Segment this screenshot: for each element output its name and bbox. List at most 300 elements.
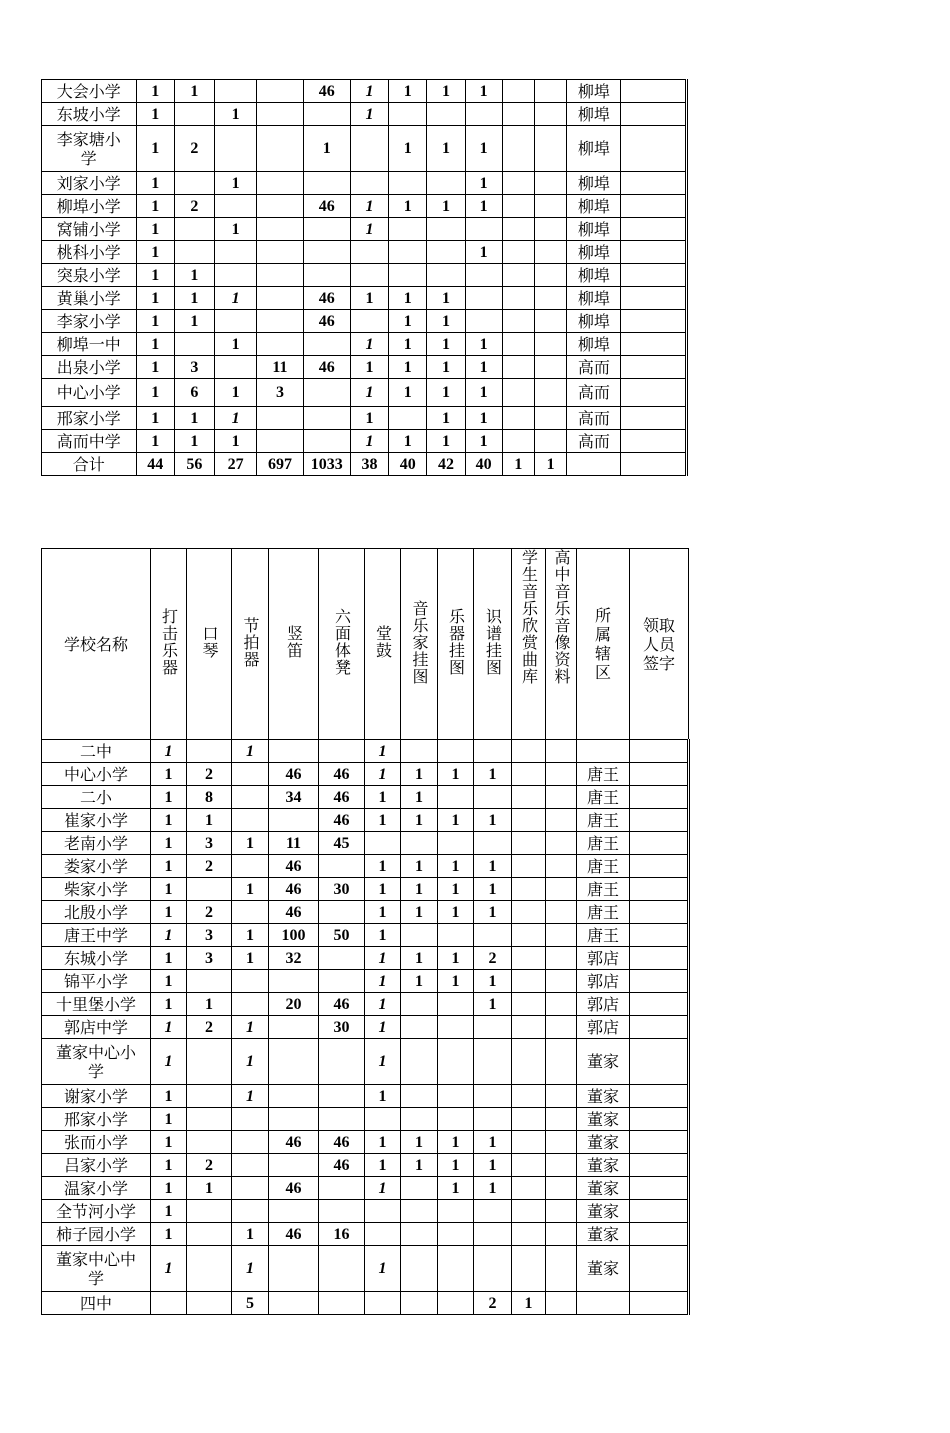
signature-cell: [621, 430, 687, 453]
value-cell: 1: [427, 333, 465, 356]
school-name-cell: 锦平小学: [42, 970, 151, 993]
value-cell: [534, 430, 566, 453]
value-cell: 1: [350, 287, 388, 310]
value-cell: [401, 993, 438, 1016]
value-cell: [401, 1200, 438, 1223]
value-cell: [502, 407, 534, 430]
school-name-cell: 李家小学: [42, 310, 137, 333]
value-cell: [546, 901, 577, 924]
value-cell: [187, 1246, 232, 1292]
district-cell: 董家: [577, 1223, 630, 1246]
header-school-name: 学校名称: [42, 549, 151, 740]
district-cell: 柳埠: [567, 103, 621, 126]
header-metronome: 节拍器: [232, 549, 269, 740]
value-cell: [215, 126, 257, 172]
table-row: [42, 333, 687, 356]
value-cell: [465, 218, 502, 241]
value-cell: [215, 264, 257, 287]
value-cell: 1: [365, 901, 401, 924]
value-cell: [546, 1131, 577, 1154]
value-cell: 1: [365, 740, 401, 763]
signature-cell: [630, 1292, 689, 1315]
value-cell: 1: [187, 993, 232, 1016]
value-cell: [319, 1085, 365, 1108]
value-cell: [401, 1039, 438, 1085]
district-cell: 唐王: [577, 763, 630, 786]
value-cell: [502, 103, 534, 126]
signature-cell: [621, 126, 687, 172]
signature-cell: [630, 993, 689, 1016]
value-cell: 1: [427, 287, 465, 310]
signature-cell: [621, 333, 687, 356]
value-cell: 1: [427, 430, 465, 453]
table-row: [42, 241, 687, 264]
value-cell: [257, 310, 303, 333]
value-cell: [512, 970, 546, 993]
value-cell: 46: [319, 993, 365, 1016]
value-cell: 1: [174, 287, 214, 310]
value-cell: [546, 809, 577, 832]
value-cell: 1: [365, 970, 401, 993]
value-cell: [502, 356, 534, 379]
value-cell: [502, 264, 534, 287]
value-cell: 1: [174, 264, 214, 287]
signature-cell: [630, 1177, 689, 1200]
table-row: [42, 1292, 689, 1315]
value-cell: 1: [401, 809, 438, 832]
value-cell: [303, 379, 350, 407]
value-cell: [512, 924, 546, 947]
value-cell: [502, 172, 534, 195]
school-name-cell: 董家中心中学: [42, 1246, 151, 1292]
value-cell: 2: [187, 901, 232, 924]
table2-body: [42, 740, 689, 1315]
table2-header-row: [42, 549, 689, 740]
value-cell: 1: [474, 1154, 512, 1177]
value-cell: [438, 1223, 474, 1246]
value-cell: [257, 195, 303, 218]
table-row: [42, 1246, 689, 1292]
value-cell: 1: [350, 430, 388, 453]
value-cell: 1: [474, 763, 512, 786]
value-cell: 1: [465, 126, 502, 172]
value-cell: 2: [187, 763, 232, 786]
value-cell: 46: [303, 195, 350, 218]
value-cell: 1: [465, 80, 502, 103]
school-name-cell: 老南小学: [42, 832, 151, 855]
value-cell: [534, 241, 566, 264]
value-cell: 1: [438, 878, 474, 901]
value-cell: [512, 1085, 546, 1108]
value-cell: 1: [427, 80, 465, 103]
value-cell: [512, 1154, 546, 1177]
district-cell: 柳埠: [567, 195, 621, 218]
table-row: [42, 218, 687, 241]
value-cell: [401, 740, 438, 763]
value-cell: [174, 103, 214, 126]
value-cell: [174, 241, 214, 264]
value-cell: [546, 1223, 577, 1246]
value-cell: 46: [269, 763, 319, 786]
value-cell: 1: [350, 356, 388, 379]
value-cell: [319, 901, 365, 924]
value-cell: 1: [151, 786, 187, 809]
value-cell: [187, 970, 232, 993]
value-cell: 46: [269, 901, 319, 924]
value-cell: 1: [151, 1246, 187, 1292]
value-cell: 1: [136, 172, 174, 195]
value-cell: [546, 786, 577, 809]
school-name-cell: 黄巢小学: [42, 287, 137, 310]
value-cell: [174, 333, 214, 356]
value-cell: [546, 763, 577, 786]
value-cell: 697: [257, 453, 303, 476]
value-cell: [350, 126, 388, 172]
value-cell: 1: [136, 287, 174, 310]
value-cell: 1: [365, 1246, 401, 1292]
value-cell: [401, 1177, 438, 1200]
signature-cell: [630, 1200, 689, 1223]
school-name-cell: 娄家小学: [42, 855, 151, 878]
value-cell: [232, 855, 269, 878]
school-name-cell: 十里堡小学: [42, 993, 151, 1016]
signature-cell: [630, 1085, 689, 1108]
value-cell: [269, 1292, 319, 1315]
table-row: [42, 264, 687, 287]
value-cell: 1: [215, 430, 257, 453]
value-cell: [546, 1246, 577, 1292]
value-cell: [427, 241, 465, 264]
value-cell: [303, 172, 350, 195]
value-cell: [502, 126, 534, 172]
district-cell: [577, 1292, 630, 1315]
value-cell: [474, 1223, 512, 1246]
district-cell: 唐王: [577, 855, 630, 878]
equipment-table-part2: [41, 548, 690, 1315]
value-cell: 46: [269, 1177, 319, 1200]
value-cell: [319, 1177, 365, 1200]
value-cell: [546, 993, 577, 1016]
school-name-cell: 董家中心小学: [42, 1039, 151, 1085]
value-cell: [174, 218, 214, 241]
value-cell: [174, 172, 214, 195]
school-name-cell: 郭店中学: [42, 1016, 151, 1039]
value-cell: [438, 924, 474, 947]
value-cell: 1: [474, 809, 512, 832]
value-cell: 1: [232, 1085, 269, 1108]
value-cell: [502, 333, 534, 356]
value-cell: [502, 379, 534, 407]
value-cell: [350, 241, 388, 264]
equipment-table-part1: [41, 79, 688, 476]
table-row: [42, 1223, 689, 1246]
district-cell: 郭店: [577, 993, 630, 1016]
value-cell: [465, 103, 502, 126]
school-name-cell: 唐王中学: [42, 924, 151, 947]
value-cell: 1: [438, 1154, 474, 1177]
value-cell: [438, 832, 474, 855]
value-cell: 2: [187, 1016, 232, 1039]
value-cell: 1: [136, 333, 174, 356]
value-cell: 1: [365, 1154, 401, 1177]
value-cell: 2: [187, 855, 232, 878]
value-cell: 1: [151, 855, 187, 878]
value-cell: [319, 1108, 365, 1131]
value-cell: [534, 310, 566, 333]
value-cell: 3: [187, 924, 232, 947]
school-name-cell: 窝铺小学: [42, 218, 137, 241]
school-name-cell: 吕家小学: [42, 1154, 151, 1177]
value-cell: [389, 172, 427, 195]
school-name-cell: 柿子园小学: [42, 1223, 151, 1246]
value-cell: 1: [438, 970, 474, 993]
value-cell: 1: [465, 407, 502, 430]
value-cell: 1: [474, 878, 512, 901]
value-cell: 32: [269, 947, 319, 970]
value-cell: 1: [401, 901, 438, 924]
value-cell: 1: [215, 103, 257, 126]
value-cell: 1: [350, 103, 388, 126]
signature-cell: [630, 970, 689, 993]
value-cell: [389, 218, 427, 241]
value-cell: 2: [174, 126, 214, 172]
value-cell: 1: [151, 1223, 187, 1246]
value-cell: [215, 310, 257, 333]
value-cell: [512, 740, 546, 763]
value-cell: 1: [174, 407, 214, 430]
value-cell: 1: [187, 1177, 232, 1200]
signature-cell: [630, 1108, 689, 1131]
district-cell: 柳埠: [567, 310, 621, 333]
value-cell: [319, 1200, 365, 1223]
value-cell: [303, 333, 350, 356]
value-cell: [187, 1131, 232, 1154]
value-cell: 1: [136, 430, 174, 453]
value-cell: [257, 126, 303, 172]
value-cell: [257, 287, 303, 310]
value-cell: 1: [365, 878, 401, 901]
value-cell: 1: [350, 333, 388, 356]
value-cell: 1: [438, 1131, 474, 1154]
value-cell: 11: [257, 356, 303, 379]
value-cell: [187, 740, 232, 763]
value-cell: [438, 1039, 474, 1085]
header-signature: 领取人员签字: [630, 549, 689, 740]
district-cell: 郭店: [577, 970, 630, 993]
value-cell: 1033: [303, 453, 350, 476]
value-cell: 1: [232, 740, 269, 763]
value-cell: 1: [215, 407, 257, 430]
header-district: 所属辖区: [577, 549, 630, 740]
value-cell: [534, 218, 566, 241]
value-cell: [257, 264, 303, 287]
value-cell: [438, 1292, 474, 1315]
value-cell: [365, 1200, 401, 1223]
header-highschool-media: 高中音乐音像资料: [546, 549, 577, 740]
table-row: [42, 1200, 689, 1223]
value-cell: 1: [465, 172, 502, 195]
value-cell: [303, 264, 350, 287]
value-cell: 1: [389, 287, 427, 310]
value-cell: [474, 1039, 512, 1085]
value-cell: 46: [303, 356, 350, 379]
school-name-cell: 出泉小学: [42, 356, 137, 379]
value-cell: [438, 1246, 474, 1292]
value-cell: [389, 103, 427, 126]
value-cell: [512, 993, 546, 1016]
district-cell: 董家: [577, 1177, 630, 1200]
value-cell: 1: [136, 379, 174, 407]
value-cell: 46: [319, 786, 365, 809]
school-name-cell: 中心小学: [42, 763, 151, 786]
table-row: [42, 1085, 689, 1108]
value-cell: [269, 1246, 319, 1292]
value-cell: 1: [474, 970, 512, 993]
table-row: [42, 103, 687, 126]
value-cell: [534, 103, 566, 126]
value-cell: 1: [350, 407, 388, 430]
value-cell: [319, 855, 365, 878]
value-cell: 1: [350, 80, 388, 103]
value-cell: 1: [465, 241, 502, 264]
value-cell: 1: [151, 901, 187, 924]
table-row: [42, 195, 687, 218]
value-cell: 100: [269, 924, 319, 947]
value-cell: [474, 786, 512, 809]
value-cell: [232, 1177, 269, 1200]
district-cell: 高而: [567, 430, 621, 453]
value-cell: 8: [187, 786, 232, 809]
value-cell: [512, 832, 546, 855]
value-cell: [502, 430, 534, 453]
signature-cell: [621, 264, 687, 287]
value-cell: 46: [303, 287, 350, 310]
school-name-cell: 柴家小学: [42, 878, 151, 901]
district-cell: 董家: [577, 1154, 630, 1177]
value-cell: [546, 1039, 577, 1085]
signature-cell: [630, 924, 689, 947]
value-cell: 1: [151, 809, 187, 832]
table-row: [42, 1177, 689, 1200]
value-cell: [319, 970, 365, 993]
value-cell: [269, 809, 319, 832]
signature-cell: [630, 1016, 689, 1039]
signature-cell: [630, 763, 689, 786]
signature-cell: [630, 878, 689, 901]
district-cell: 柳埠: [567, 333, 621, 356]
table-row: [42, 878, 689, 901]
value-cell: 2: [187, 1154, 232, 1177]
value-cell: [401, 1016, 438, 1039]
value-cell: [438, 1016, 474, 1039]
district-cell: [577, 740, 630, 763]
district-cell: 唐王: [577, 878, 630, 901]
value-cell: [389, 264, 427, 287]
value-cell: 56: [174, 453, 214, 476]
value-cell: 1: [465, 379, 502, 407]
table-row: [42, 356, 687, 379]
value-cell: [319, 947, 365, 970]
table-row: [42, 1016, 689, 1039]
value-cell: [512, 1200, 546, 1223]
value-cell: [401, 1223, 438, 1246]
value-cell: 46: [319, 809, 365, 832]
value-cell: 1: [389, 310, 427, 333]
value-cell: 42: [427, 453, 465, 476]
value-cell: [303, 407, 350, 430]
signature-cell: [621, 287, 687, 310]
signature-cell: [621, 453, 687, 476]
value-cell: 1: [303, 126, 350, 172]
value-cell: 3: [174, 356, 214, 379]
value-cell: 11: [269, 832, 319, 855]
value-cell: 1: [136, 195, 174, 218]
value-cell: 1: [389, 379, 427, 407]
value-cell: [269, 1085, 319, 1108]
value-cell: [502, 80, 534, 103]
value-cell: 30: [319, 878, 365, 901]
school-name-cell: 东城小学: [42, 947, 151, 970]
value-cell: [465, 310, 502, 333]
value-cell: [269, 740, 319, 763]
signature-cell: [630, 740, 689, 763]
value-cell: 1: [365, 1177, 401, 1200]
value-cell: [438, 1108, 474, 1131]
table-row: [42, 126, 687, 172]
value-cell: [350, 264, 388, 287]
value-cell: [474, 1246, 512, 1292]
value-cell: [187, 1200, 232, 1223]
value-cell: 1: [365, 924, 401, 947]
value-cell: 1: [232, 924, 269, 947]
table-row: [42, 763, 689, 786]
table-row: [42, 832, 689, 855]
district-cell: 高而: [567, 407, 621, 430]
value-cell: [151, 1292, 187, 1315]
school-name-cell: 中心小学: [42, 379, 137, 407]
value-cell: [546, 740, 577, 763]
value-cell: 1: [465, 333, 502, 356]
value-cell: [350, 310, 388, 333]
value-cell: 1: [465, 430, 502, 453]
table-row: [42, 901, 689, 924]
district-cell: [567, 453, 621, 476]
value-cell: 1: [438, 763, 474, 786]
value-cell: 1: [427, 407, 465, 430]
value-cell: 1: [427, 195, 465, 218]
value-cell: 45: [319, 832, 365, 855]
value-cell: [232, 763, 269, 786]
table-row: [42, 310, 687, 333]
value-cell: [215, 356, 257, 379]
table-row: [42, 947, 689, 970]
table-row: [42, 1131, 689, 1154]
value-cell: 20: [269, 993, 319, 1016]
header-percussion: 打击乐器: [151, 549, 187, 740]
value-cell: 34: [269, 786, 319, 809]
value-cell: [232, 786, 269, 809]
value-cell: 1: [365, 855, 401, 878]
value-cell: 3: [187, 947, 232, 970]
value-cell: 5: [232, 1292, 269, 1315]
value-cell: [365, 1223, 401, 1246]
value-cell: [474, 740, 512, 763]
value-cell: 1: [151, 1200, 187, 1223]
value-cell: 46: [269, 855, 319, 878]
value-cell: [512, 947, 546, 970]
school-name-cell: 高而中学: [42, 430, 137, 453]
value-cell: [257, 218, 303, 241]
